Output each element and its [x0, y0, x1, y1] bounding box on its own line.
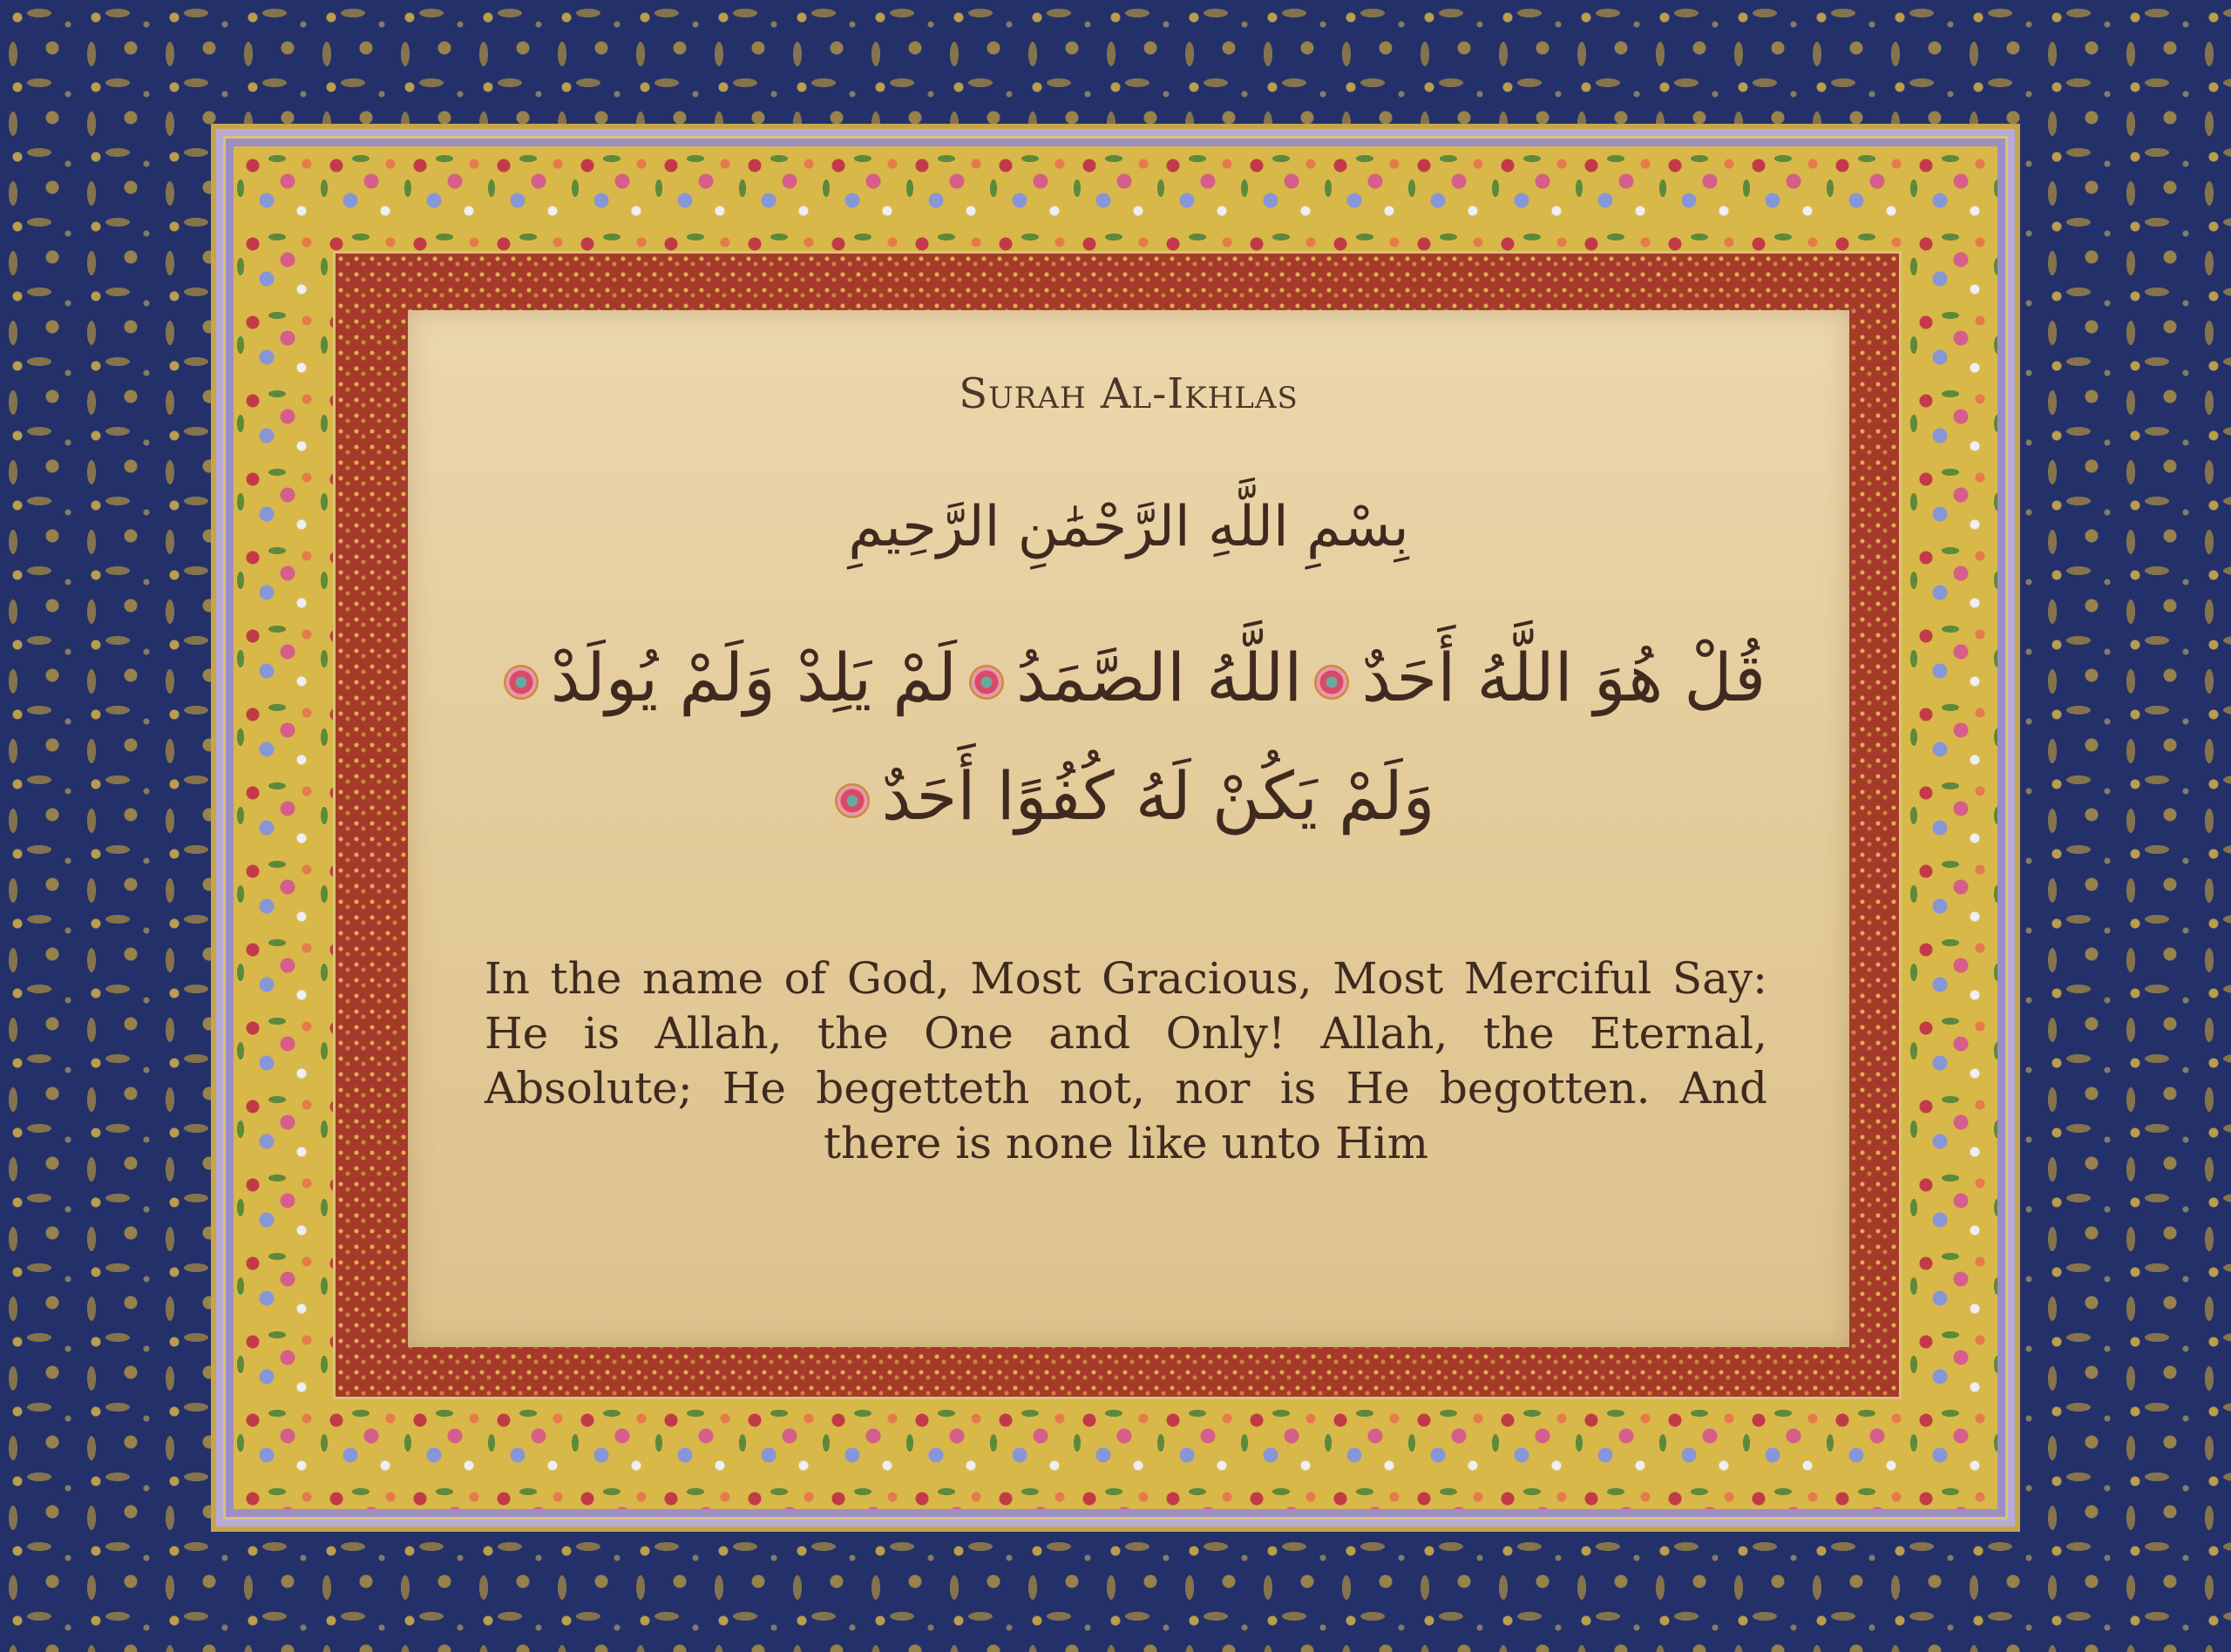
verse-2: اللَّهُ الصَّمَدُ — [1016, 639, 1303, 716]
verse-end-rosette-icon — [1314, 665, 1349, 700]
verse-end-rosette-icon — [969, 665, 1004, 700]
verse-end-rosette-icon — [504, 665, 539, 700]
verse-3: لَمْ يَلِدْ وَلَمْ يُولَدْ — [550, 639, 958, 716]
page-title: Surah Al-Ikhlas — [959, 369, 1299, 418]
bismillah-line: بِسْمِ اللَّهِ الرَّحْمَٰنِ الرَّحِيمِ — [848, 495, 1409, 559]
verse-4: وَلَمْ يَكُنْ لَهُ كُفُوًا أَحَدٌ — [881, 757, 1435, 835]
verse-end-rosette-icon — [835, 783, 870, 818]
verse-1: قُلْ هُوَ اللَّهُ أَحَدٌ — [1361, 639, 1766, 716]
english-translation: In the name of God, Most Gracious, Most Merciful Say: He is Allah, the One and Only! Allah, the Eternal, Absolute; He begetteth not, nor is He begotten. And there is none like unto Him — [485, 953, 1767, 1168]
arabic-verses — [488, 619, 1769, 856]
